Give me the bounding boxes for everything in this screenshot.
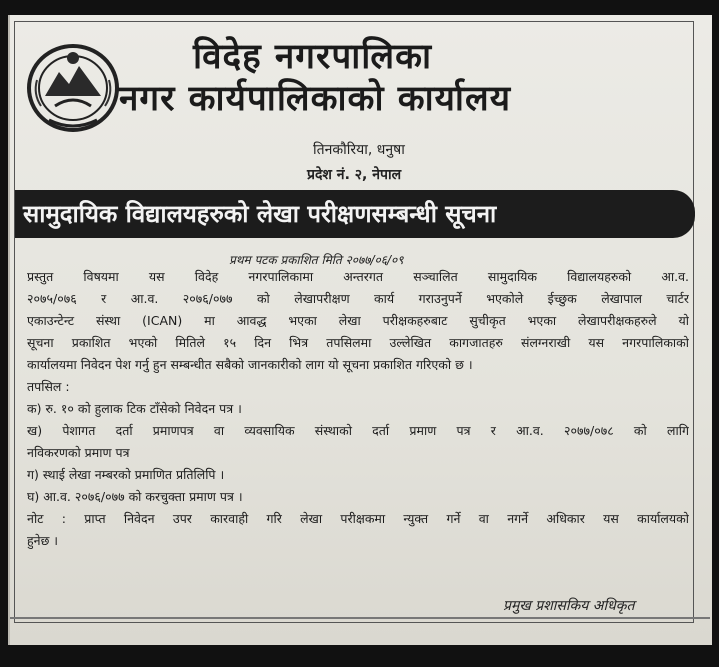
paragraph-line: सूचना प्रकाशित भएको मितिले १५ दिन भित्र तपसिलमा उल्लेखित कागजातहरु संलग्नराखी यस नगरपालिकाको (27, 335, 689, 350)
list-item: क) रु. १० को हुलाक टिक टाँसेको निवेदन पत्र । (27, 401, 242, 416)
notice-body (27, 266, 689, 552)
notice-frame (14, 21, 694, 623)
notice-heading-banner (15, 190, 695, 238)
paragraph-line: कार्यालयमा निवेदन पेश गर्नु हुन सम्बन्धीत सबैको जानकारीको लाग यो सूचना प्रकाशित गरिएको छ । (27, 357, 473, 372)
notice-heading: सामुदायिक विद्यालयहरुको लेखा परीक्षणसम्बन्धी सूचना (23, 200, 497, 228)
list-item-continuation: नविकरणको प्रमाण पत्र (27, 445, 130, 460)
office-name: नगर कार्यपालिकाको कार्यालय (119, 79, 512, 119)
list-item: ख) पेशागत दर्ता प्रमाणपत्र वा व्यवसायिक संस्थाको दर्ता प्रमाण पत्र र आ.व. २०७७/०७८ को लागि (27, 423, 689, 438)
address-province: प्रदेश नं. २, नेपाल (307, 167, 402, 183)
address-location: तिनकौरिया, धनुषा (313, 142, 405, 158)
newspaper-clipping (8, 15, 712, 645)
municipality-emblem-icon (25, 36, 121, 136)
note-line: नोट : प्राप्त निवेदन उपर कारवाही गरि लेखा परीक्षकमा न्युक्त गर्ने वा नगर्ने अधिकार यस कार्यालयको (27, 511, 689, 526)
note-line: हुनेछ । (27, 533, 59, 548)
paragraph-line: २०७५/०७६ र आ.व. २०७६/०७७ को लेखापरीक्षण कार्य गराउनुपर्ने भएकोले ईच्छुक लेखापाल चार्टर (27, 291, 689, 306)
divider (10, 617, 710, 619)
paragraph-line: एकाउन्टेन्ट संस्था (ICAN) मा आवद्ध भएका लेखा परीक्षकहरुबाट सुचीकृत भएका लेखापरीक्षकहरुले यो (27, 313, 689, 328)
tapsil-label: तपसिल : (27, 379, 70, 394)
signature-designation: प्रमुख प्रशासकिय अधिकृत (503, 598, 635, 614)
list-item: ग) स्थाई लेखा नम्बरको प्रमाणित प्रतिलिपि । (27, 467, 225, 482)
list-item: घ) आ.व. २०७६/०७७ को करचुक्ता प्रमाण पत्र । (27, 489, 243, 504)
publication-date: प्रथम पटक प्रकाशित मिति २०७७/०६/०९ (229, 253, 404, 267)
municipality-name: विदेह नगरपालिका (193, 37, 433, 77)
paragraph-line: प्रस्तुत विषयमा यस विदेह नगरपालिकामा अन्तरगत सञ्चालित सामुदायिक विद्यालयहरुको आ.व. (27, 269, 689, 284)
